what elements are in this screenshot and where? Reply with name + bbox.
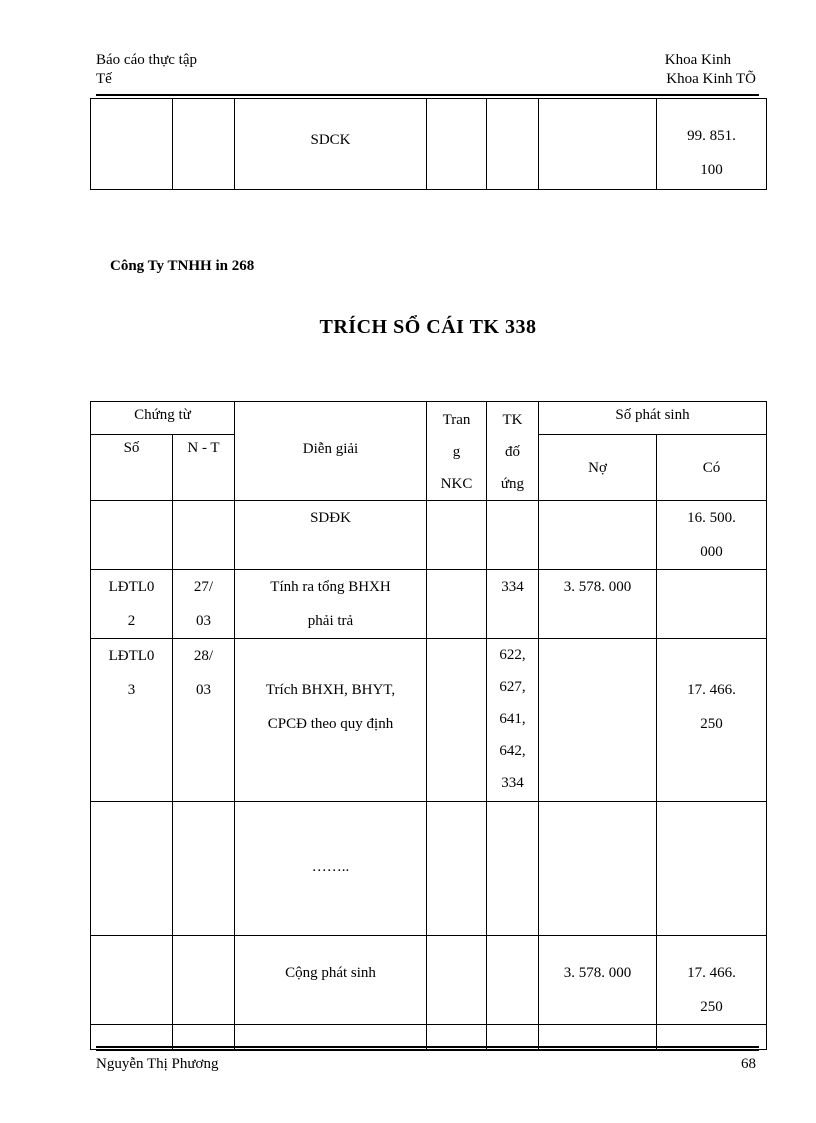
header-dien-giai-label: Diễn giải — [302, 441, 359, 457]
header-faculty: Khoa Kinh — [664, 52, 731, 68]
cell-tk — [487, 936, 539, 1025]
footer-author: Nguyễn Thị Phương — [96, 1056, 219, 1072]
amount-line: 000 — [700, 544, 723, 560]
tk-text: 641, — [499, 711, 526, 727]
desc-text: Trích BHXH, BHYT, — [265, 682, 396, 698]
cell-tk — [487, 570, 539, 639]
so-text: 2 — [127, 613, 136, 629]
header-text: TK — [502, 412, 523, 428]
table-row — [91, 639, 767, 802]
cell-tk — [487, 802, 539, 936]
header-so: Số — [91, 435, 173, 501]
amount-line: 100 — [700, 162, 723, 178]
cell-desc — [235, 802, 427, 936]
header-text: Có — [702, 460, 721, 477]
footer-rule-thin — [96, 1050, 759, 1051]
cell-nt — [173, 639, 235, 802]
header-no — [539, 435, 657, 501]
cell-nt — [173, 501, 235, 570]
sdck-label: SDCK — [310, 132, 351, 148]
cell-desc — [235, 639, 427, 802]
nt-text: 27/ — [193, 579, 214, 595]
cell-nt — [173, 99, 235, 190]
table-row — [91, 802, 767, 936]
company-name: Công Ty TNHH in 268 — [110, 258, 255, 274]
amount-text: 3. 578. 000 — [563, 579, 632, 595]
cell-tk — [487, 639, 539, 802]
footer-rule-thick — [96, 1046, 759, 1048]
cell-nt — [173, 936, 235, 1025]
nt-text: 28/ — [193, 648, 214, 664]
cell-co — [657, 99, 767, 190]
cell-tk — [487, 501, 539, 570]
table-row — [91, 501, 767, 570]
cell-so — [91, 501, 173, 570]
so-text: LĐTL0 — [108, 579, 155, 595]
amount-line: 17. 466. — [687, 682, 736, 698]
header-left — [96, 51, 197, 89]
cell-so — [91, 639, 173, 802]
header-text: Tran — [442, 412, 471, 428]
cell-so — [91, 99, 173, 190]
cell-no — [539, 639, 657, 802]
header-chung-tu: Chứng từ — [91, 402, 235, 435]
header-dien-giai — [235, 402, 427, 501]
cell-no — [539, 802, 657, 936]
header-co — [657, 435, 767, 501]
nt-text: 03 — [196, 613, 211, 629]
cell-nt — [173, 570, 235, 639]
desc-text: Tính ra tổng BHXH — [270, 579, 391, 595]
cell-co — [657, 570, 767, 639]
cell-so — [91, 936, 173, 1025]
header-text: g — [452, 444, 461, 460]
tk-text: 622, — [499, 647, 526, 663]
header-text: NKC — [440, 476, 473, 492]
cell-no — [539, 501, 657, 570]
amount-line: 250 — [700, 999, 723, 1015]
cell-so — [91, 570, 173, 639]
amount-text: 3. 578. 000 — [563, 965, 632, 981]
page-title: TRÍCH SỔ CÁI TK 338 — [319, 316, 537, 338]
cell-no — [539, 936, 657, 1025]
so-text: 3 — [127, 682, 136, 698]
nt-text: 03 — [196, 682, 211, 698]
cell-trang — [427, 570, 487, 639]
page-number: 68 — [741, 1056, 756, 1072]
tk-text: 642, — [499, 743, 526, 759]
cell-co — [657, 936, 767, 1025]
cell-trang — [427, 639, 487, 802]
header-report-title-cont: Tế — [96, 71, 112, 87]
desc-text: phải trả — [307, 613, 354, 629]
cell-co — [657, 501, 767, 570]
tk-text: 334 — [501, 579, 524, 595]
cell-no — [539, 570, 657, 639]
header-faculty-2: Khoa Kinh TÕ — [666, 71, 756, 87]
cell-trang — [427, 936, 487, 1025]
header-rule-thick — [96, 94, 759, 96]
header-nt: N - T — [173, 435, 235, 501]
table-row — [91, 99, 767, 190]
cell-trang — [427, 99, 487, 190]
ledger-table — [90, 401, 767, 1050]
so-text: LĐTL0 — [108, 648, 155, 664]
cell-desc — [235, 99, 427, 190]
cell-no — [539, 99, 657, 190]
tk-text: 627, — [499, 679, 526, 695]
header-tk-doi-ung — [487, 402, 539, 501]
cell-tk — [487, 99, 539, 190]
cell-trang — [427, 501, 487, 570]
desc-text: …….. — [311, 859, 350, 875]
cell-desc — [235, 501, 427, 570]
desc-text: CPCĐ theo quy định — [267, 716, 394, 732]
cell-trang — [427, 802, 487, 936]
tk-text: 334 — [501, 775, 524, 791]
header-text: Nợ — [588, 460, 607, 477]
cell-nt — [173, 802, 235, 936]
cell-desc — [235, 936, 427, 1025]
table-row-total — [91, 936, 767, 1025]
table-row — [91, 570, 767, 639]
header-row — [91, 402, 767, 435]
header-report-title: Báo cáo thực tập — [96, 52, 198, 68]
amount-line: 250 — [700, 716, 723, 732]
header-so-phat-sinh: Số phát sinh — [539, 402, 767, 435]
cell-so — [91, 802, 173, 936]
amount-line: 99. 851. — [687, 128, 736, 144]
cell-co — [657, 639, 767, 802]
desc-text: Cộng phát sinh — [285, 965, 376, 981]
header-trang-nkc — [427, 402, 487, 501]
amount-line: 17. 466. — [687, 965, 736, 981]
header-text: đố — [505, 444, 520, 460]
cell-desc — [235, 570, 427, 639]
desc-text: SDĐK — [310, 510, 351, 526]
continuation-table — [90, 98, 767, 190]
header-right — [665, 51, 756, 89]
sdck-amount — [657, 99, 766, 187]
amount-line: 16. 500. — [687, 510, 736, 526]
header-text: ứng — [500, 476, 525, 492]
cell-co — [657, 802, 767, 936]
